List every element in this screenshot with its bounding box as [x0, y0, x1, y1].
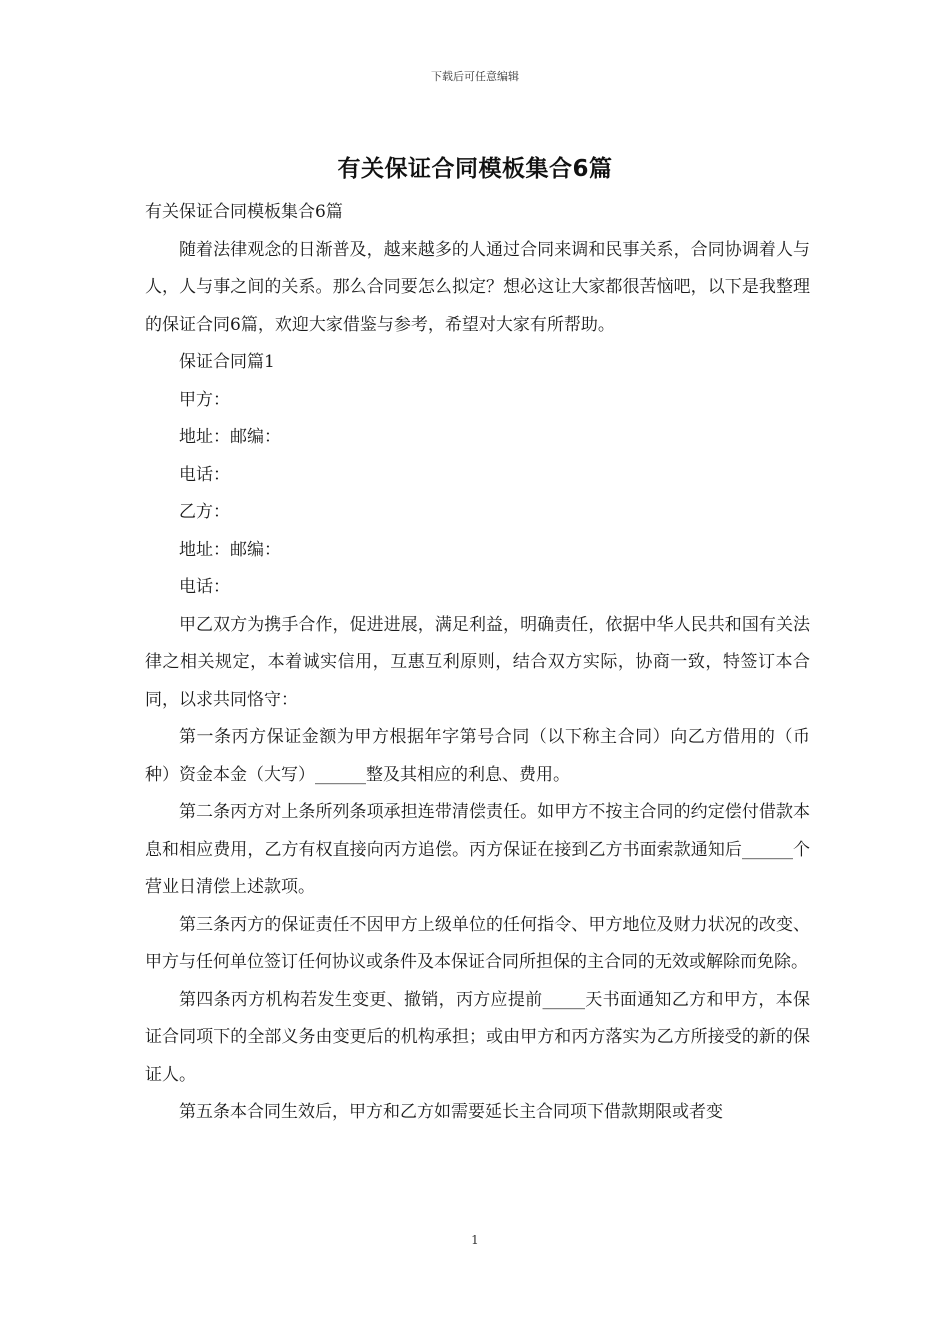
- article-5-paragraph: 第五条本合同生效后，甲方和乙方如需要延长主合同项下借款期限或者变: [179, 1102, 723, 1122]
- page-number: 1: [471, 1233, 479, 1247]
- party-a-label: 甲方：: [179, 389, 230, 410]
- article-1-paragraph: 第一条丙方保证金额为甲方根据年字第号合同（以下称主合同）向乙方借用的（币种）资金本金（大写）______整及其相应的利息、费用。: [145, 727, 810, 785]
- preamble-paragraph: 甲乙双方为携手合作，促进进展，满足利益，明确责任，依据中华人民共和国有关法律之相关规定，本着诚实信用，互惠互利原则，结合双方实际，协商一致，特签订本合同，以求共同恪守：: [145, 614, 810, 710]
- article-4-paragraph: 第四条丙方机构若发生变更、撤销，丙方应提前_____天书面通知乙方和甲方，本保证合同项下的全部义务由变更后的机构承担；或由甲方和丙方落实为乙方所接受的新的保证人。: [145, 989, 810, 1085]
- subtitle-paragraph: 有关保证合同模板集合6篇: [145, 202, 343, 222]
- party-b-phone-label: 电话：: [179, 577, 230, 597]
- party-a-phone-label: 电话：: [179, 464, 230, 485]
- intro-paragraph: 随着法律观念的日渐普及，越来越多的人通过合同来调和民事关系，合同协调着人与人，人与事之间的关系。那么合同要怎么拟定？想必这让大家都很苦恼吧，以下是我整理的保证合同6篇，欢迎大家借鉴与参考，希望对大家有所帮助。: [145, 239, 810, 335]
- article-3-paragraph: 第三条丙方的保证责任不因甲方上级单位的任何指令、甲方地位及财力状况的改变、甲方与任何单位签订任何协议或条件及本保证合同所担保的主合同的无效或解除而免除。: [145, 914, 810, 972]
- article-2-paragraph: 第二条丙方对上条所列条项承担连带清偿责任。如甲方不按主合同的约定偿付借款本息和相应费用，乙方有权直接向丙方追偿。丙方保证在接到乙方书面索款通知后______个营业日清偿上述款项。: [145, 802, 810, 897]
- document-body: [145, 194, 810, 1132]
- party-b-address-label: 地址：邮编：: [179, 539, 281, 560]
- party-b-label: 乙方：: [179, 502, 230, 522]
- document-title: 有关保证合同模板集合6篇: [337, 156, 613, 182]
- header-note: 下载后可任意编辑: [431, 70, 519, 83]
- section-heading: 保证合同篇1: [179, 352, 275, 372]
- party-a-address-label: 地址：邮编：: [179, 427, 281, 447]
